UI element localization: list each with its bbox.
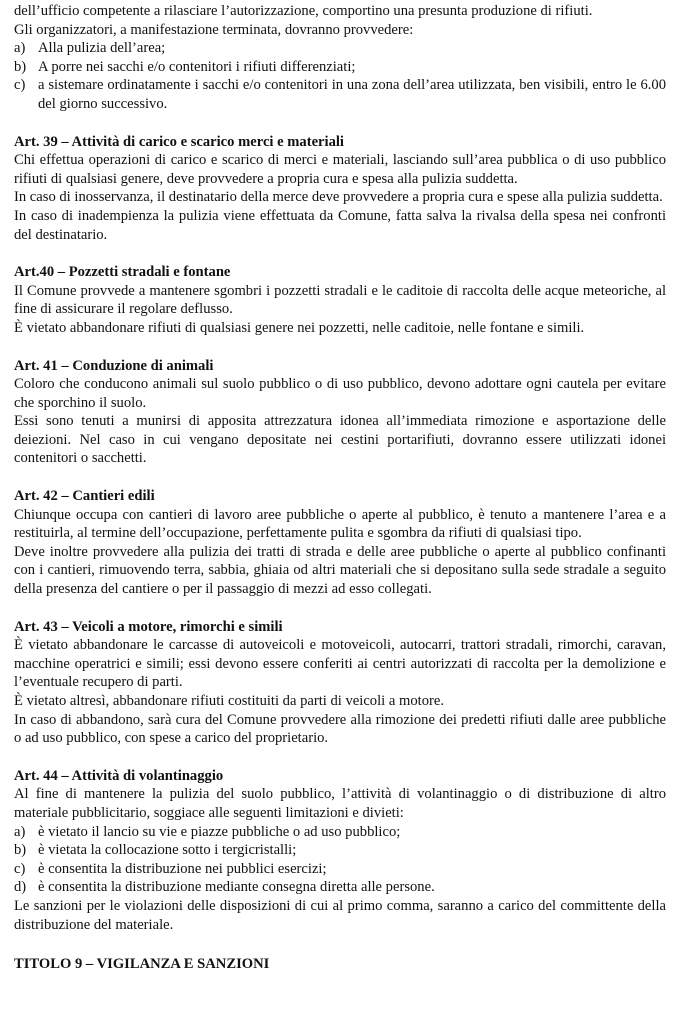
list-marker: d)	[14, 879, 27, 896]
article-paragraph: È vietato altresì, abbandonare rifiuti costituiti da parti di veicoli a motore.	[14, 693, 444, 709]
article-heading: Art. 42 – Cantieri edili	[14, 488, 155, 505]
list-marker: b)	[14, 58, 27, 75]
article-heading: Art. 39 – Attività di carico e scarico merci e materiali	[14, 133, 344, 150]
article-paragraph: Chiunque occupa con cantieri di lavoro aree pubbliche o aperte al pubblico, è tenuto a mantenere l’area e a restituirla, al termine dell’occupazione, perfettamente pulita e sgombra da rifiuti di qualsiasi tipo.	[14, 506, 666, 542]
list-text: è vietato il lancio su vie e piazze pubbliche o ad uso pubblico;	[38, 823, 401, 840]
list-item	[14, 823, 666, 842]
article-paragraph: Essi sono tenuti a munirsi di apposita attrezzatura idonea all’immediata rimozione e asportazione delle deiezioni. Nel caso in cui vengano depositate nei cestini portarifiuti, dovranno essere utilizzati idonei contenitori o sacchetti.	[14, 413, 666, 467]
list-item	[14, 39, 666, 58]
article-heading: Art. 41 – Conduzione di animali	[14, 357, 214, 374]
list-marker: c)	[14, 77, 26, 94]
intro-line: Gli organizzatori, a manifestazione terminata, dovranno provvedere:	[14, 21, 414, 38]
intro-section	[14, 2, 666, 114]
article-39	[14, 133, 666, 245]
list-text: A porre nei sacchi e/o contenitori i rifiuti differenziati;	[38, 58, 356, 75]
list-item	[14, 841, 666, 860]
list-text: è consentita la distribuzione mediante consegna diretta alle persone.	[38, 879, 435, 896]
article-41	[14, 357, 666, 469]
list-text: è consentita la distribuzione nei pubblici esercizi;	[38, 860, 327, 877]
article-43	[14, 618, 666, 748]
article-paragraph: In caso di inadempienza la pulizia viene effettuata da Comune, fatta salva la rivalsa della spesa nei confronti del destinatario.	[14, 207, 666, 243]
list-marker: a)	[14, 40, 26, 57]
article-heading: Art.40 – Pozzetti stradali e fontane	[14, 264, 231, 281]
article-paragraph: Al fine di mantenere la pulizia del suolo pubblico, l’attività di volantinaggio o di distribuzione di altro materiale pubblicitario, soggiace alle seguenti limitazioni e divieti:	[14, 786, 666, 821]
article-paragraph: Chi effettua operazioni di carico e scarico di merci e materiali, lasciando sull’area pubblica o di uso pubblico rifiuti di qualsiasi genere, deve provvedere a propria cura e spesa alla pulizia suddetta.	[14, 152, 666, 187]
article-heading: Art. 44 – Attività di volantinaggio	[14, 767, 224, 784]
article-42	[14, 487, 666, 599]
article-paragraph: Il Comune provvede a mantenere sgombri i pozzetti stradali e le caditoie di raccolta delle acque meteoriche, al fine di assicurare il regolare deflusso.	[14, 282, 666, 318]
article-paragraph: È vietato abbandonare le carcasse di autoveicoli e motoveicoli, autocarri, trattori stradali, rimorchi, caravan, macchine operatrici e simili; essi devono essere conferiti ai centri autorizzati di raccolta per la demolizione e l’eventuale recupero di parti.	[14, 637, 666, 691]
list-item	[14, 878, 666, 897]
list-marker: a)	[14, 823, 26, 840]
list-text: Alla pulizia dell’area;	[38, 40, 166, 57]
list-marker: b)	[14, 842, 27, 859]
list-text: è vietata la collocazione sotto i tergicristalli;	[38, 842, 297, 859]
article-paragraph: È vietato abbandonare rifiuti di qualsiasi genere nei pozzetti, nelle caditoie, nelle fontane e simili.	[14, 319, 585, 336]
list-marker: c)	[14, 860, 26, 877]
section-title: TITOLO 9 – VIGILANZA E SANZIONI	[14, 956, 270, 973]
article-paragraph: In caso di abbandono, sarà cura del Comune provvedere alla rimozione dei predetti rifiuti dalle aree pubbliche o ad uso pubblico, con spese a carico del proprietario.	[14, 711, 666, 747]
intro-line: dell’ufficio competente a rilasciare l’autorizzazione, comportino una presunta produzione di rifiuti.	[14, 3, 593, 19]
list-item	[14, 58, 666, 77]
article-paragraph: Coloro che conducono animali sul suolo pubblico o di uso pubblico, devono adottare ogni cautela per evitare che sporchino il suolo.	[14, 376, 666, 411]
article-heading: Art. 43 – Veicoli a motore, rimorchi e simili	[14, 618, 283, 635]
article-paragraph: Le sanzioni per le violazioni delle disposizioni di cui al primo comma, saranno a carico del committente della distribuzione del materiale.	[14, 897, 666, 933]
list-item	[14, 76, 666, 113]
list-text: a sistemare ordinatamente i sacchi e/o contenitori in una zona dell’area utilizzata, ben visibili, entro le 6.00 del giorno successivo.	[38, 77, 666, 112]
article-40	[14, 263, 666, 337]
article-44	[14, 767, 666, 934]
list-item	[14, 860, 666, 879]
article-paragraph: In caso di inosservanza, il destinatario della merce deve provvedere a propria cura e spese alla pulizia suddetta.	[14, 189, 663, 206]
article-paragraph: Deve inoltre provvedere alla pulizia dei tratti di strada e delle aree pubbliche o aperte al pubblico confinanti con i cantieri, rimuovendo terra, sabbia, ghiaia od altri materiali che si depositano sulla sede stradale a seguito della presenza del cantiere o per il passaggio di mezzi ad esso collegati.	[14, 543, 666, 598]
